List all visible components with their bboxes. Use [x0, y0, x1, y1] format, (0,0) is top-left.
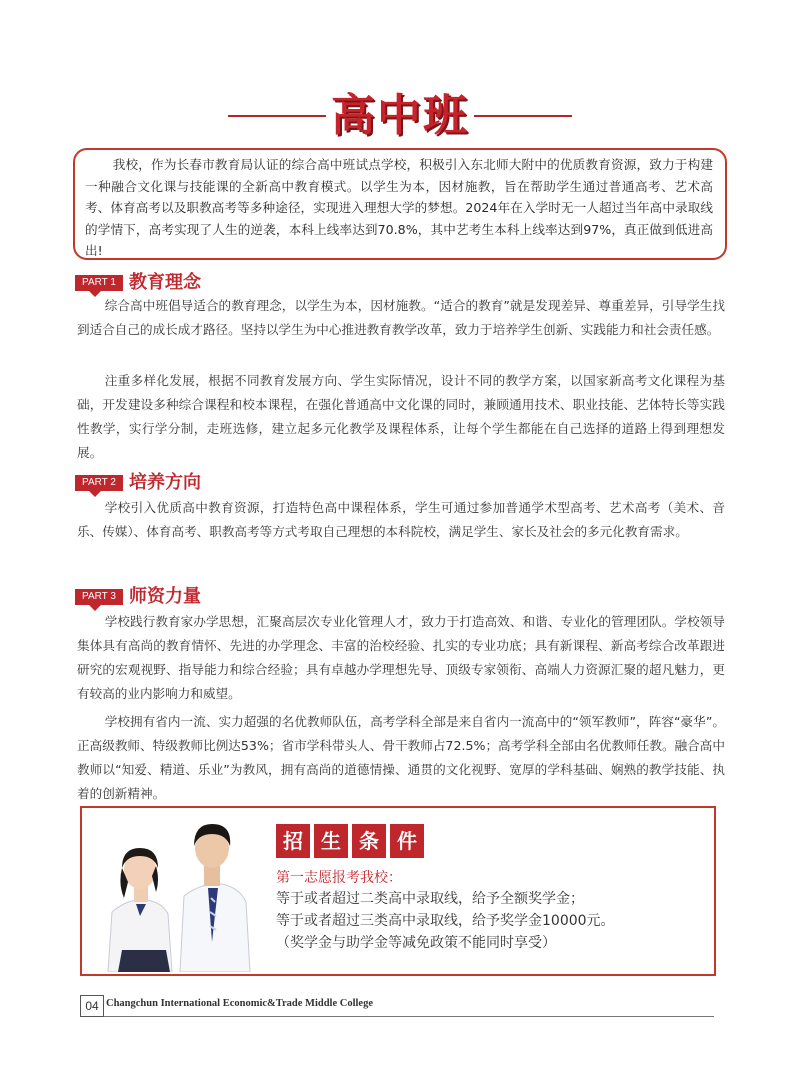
part3-badge: PART 3	[75, 589, 123, 605]
footer-divider	[104, 1016, 714, 1017]
part1-paragraph-2: 注重多样化发展，根据不同教育发展方向、学生实际情况，设计不同的教学方案，以国家新高考文化课程为基础，开发建设多种综合课程和校本课程，在强化普通高中文化课的同时，兼顾通用技术、职业技能、艺体特长等实践性教学，实行学分制，走班选修，建立起多元化教学及课程体系，让每个学生都能在自己选择的道路上得到理想发展。	[77, 373, 725, 460]
enrollment-title-char: 招	[276, 824, 310, 858]
part3-paragraph-2: 学校拥有省内一流、实力超强的名优教师队伍，高考学科全部是来自省内一流高中的“领军教师”，阵容“豪华”。正高级教师、特级教师比例达53%；省市学科带头人、骨干教师占72.5%；高考学科全部由名优教师任教。融合高中教师以“知爱、精道、乐业”为教风，拥有高尚的道德情操、通贯的文化视野、宽厚的学科基础、娴熟的教学技能、执着的创新精神。	[77, 714, 725, 801]
title-divider-right	[474, 115, 572, 117]
enrollment-title-char: 件	[390, 824, 424, 858]
part2-paragraph-1: 学校引入优质高中教育资源，打造特色高中课程体系，学生可通过参加普通学术型高考、艺术高考（美术、音乐、传媒）、体育高考、职教高考等方式考取自己理想的本科院校，满足学生、家长及社会的多元化教育需求。	[77, 500, 725, 539]
enrollment-title-char: 条	[352, 824, 386, 858]
footer-school-name: Changchun International Economic&Trade Middle College	[106, 998, 373, 1009]
page-header	[0, 88, 800, 148]
part1-badge: PART 1	[75, 275, 123, 291]
part1-paragraph-1: 综合高中班倡导适合的教育理念，以学生为本，因材施教。“适合的教育”就是发现差异、尊重差异，引导学生找到适合自己的成长成才路径。坚持以学生为中心推进教育教学改革，致力于培养学生创新、实践能力和社会责任感。	[77, 298, 725, 337]
enrollment-content	[276, 824, 706, 954]
part3-title: 师资力量	[129, 586, 201, 607]
title-divider-left	[228, 115, 326, 117]
enrollment-title	[276, 824, 706, 858]
part2-badge: PART 2	[75, 475, 123, 491]
students-illustration	[88, 812, 252, 972]
students-photo	[88, 812, 252, 972]
enrollment-title-char: 生	[314, 824, 348, 858]
part1-title: 教育理念	[129, 272, 201, 293]
part2-title: 培养方向	[129, 472, 201, 493]
part3-paragraph-1: 学校践行教育家办学思想，汇聚高层次专业化管理人才，致力于打造高效、和谐、专业化的管理团队。学校领导集体具有高尚的教育情怀、先进的办学理念、丰富的治校经验、扎实的专业功底；具有新课程、新高考综合改革跟进研究的宏观视野、指导能力和综合经验；具有卓越办学理想先导、顶级专家领衔、高端人力资源汇聚的超凡魅力，更有较高的业内影响力和威望。	[77, 614, 725, 701]
enrollment-line-1: 等于或者超过二类高中录取线，给予全额奖学金；	[276, 891, 584, 907]
page-title: 高中班	[331, 90, 469, 141]
page-number: 04	[80, 995, 104, 1017]
enrollment-subtitle: 第一志愿报考我校：	[276, 870, 402, 886]
enrollment-line-3: （奖学金与助学金等减免政策不能同时享受）	[276, 935, 556, 951]
intro-text: 我校，作为长春市教育局认证的综合高中班试点学校，积极引入东北师大附中的优质教育资源，致力于构建一种融合文化课与技能课的全新高中教育模式。以学生为本，因材施教，旨在帮助学生通过普通高考、艺术高考、体育高考以及职教高考等多种途径，实现进入理想大学的梦想。2024年在入学时无一人超过当年高中录取线的学情下，高考实现了人生的逆袭，本科上线率达到70.8%，其中艺考生本科上线率达到97%，真正做到低进高出!	[85, 157, 713, 259]
intro-box	[73, 148, 727, 260]
enrollment-line-2: 等于或者超过三类高中录取线，给予奖学金10000元。	[276, 913, 615, 929]
enrollment-box	[80, 806, 716, 976]
